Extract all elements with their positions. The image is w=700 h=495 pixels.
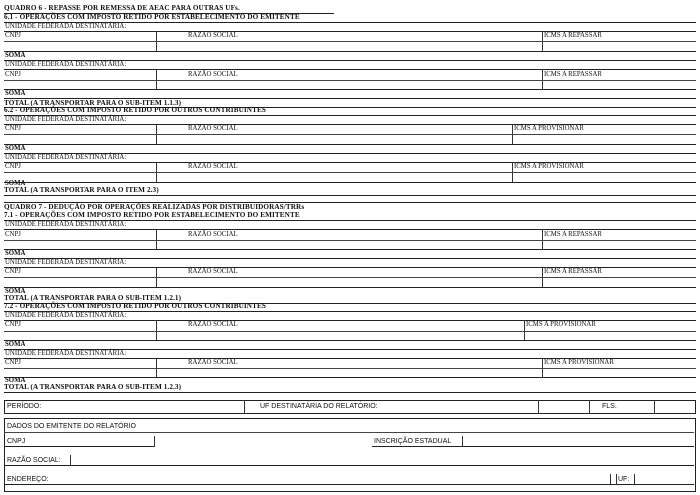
icms-repassar-label: ICMS A REPASSAR — [544, 268, 602, 275]
emitente-razao-label: RAZÃO SOCIAL: — [7, 457, 61, 464]
soma-label: SOMA — [5, 250, 26, 257]
razao-social-label: RAZÃO SOCIAL — [188, 71, 238, 78]
divider — [156, 320, 157, 340]
rule — [4, 124, 696, 125]
uf-destinataria-label: UF DESTINATÁRIA DO RELATÓRIO: — [260, 403, 378, 410]
uf-label: UNIDADE FEDERADA DESTINATÁRIA: — [5, 312, 127, 319]
uf-label: UNIDADE FEDERADA DESTINATÁRIA: — [5, 154, 127, 161]
endereco-label: ENDEREÇO: — [7, 476, 49, 483]
rule — [4, 484, 694, 485]
uf-label: UNIDADE FEDERADA DESTINATÁRIA: — [5, 259, 127, 266]
emitente-uf-label: UF: — [618, 476, 630, 483]
fls-label: FLS. — [602, 403, 617, 410]
soma-label: SOMA — [5, 377, 26, 384]
icms-repassar-label: ICMS A REPASSAR — [544, 231, 602, 238]
rule — [372, 446, 694, 447]
soma-label: SOMA — [5, 52, 26, 59]
cnpj-label: CNPJ — [5, 125, 21, 132]
divider — [156, 69, 157, 89]
divider — [654, 400, 655, 414]
rule — [4, 89, 696, 90]
soma-label: SOMA — [5, 145, 26, 152]
quadro7-title: QUADRO 7 - DEDUÇÃO POR OPERAÇÕES REALIZADAS POR DISTRIBUIDORAS/TRRs — [4, 203, 305, 211]
cnpj-label: CNPJ — [5, 71, 21, 78]
divider — [154, 436, 155, 447]
soma-label: SOMA — [5, 341, 26, 348]
rule — [4, 195, 696, 196]
rule — [4, 51, 696, 52]
divider — [538, 400, 539, 414]
soma-label: SOMA — [5, 180, 26, 187]
rule — [4, 162, 696, 163]
inscricao-estadual-label: INSCRIÇÃO ESTADUAL — [374, 438, 452, 445]
razao-social-label: RAZÃO SOCIAL — [188, 268, 238, 275]
total-6-2: TOTAL (A TRANSPORTAR PARA O ITEM 2.3) — [4, 186, 159, 194]
rule — [4, 240, 696, 241]
rule — [4, 144, 696, 145]
rule — [4, 446, 154, 447]
section-6-2-title: 6.2 - OPERAÇÕES COM IMPOSTO RETIDO POR OUTROS CONTRIBUINTES — [4, 106, 266, 114]
cnpj-label: CNPJ — [5, 359, 21, 366]
cnpj-label: CNPJ — [5, 163, 21, 170]
dados-emitente-title: DADOS DO EMITENTE DO RELATÓRIO — [7, 423, 136, 430]
section-7-2-title: 7.2 - OPERAÇÕES COM IMPOSTO RETIDO POR OUTROS CONTRIBUINTES — [4, 302, 266, 310]
periodo-label: PERÍODO: — [7, 403, 42, 410]
section-6-1-title: 6.1 - OPERAÇÕES COM IMPOSTO RETIDO POR ESTABELECIMENTO DO EMITENTE — [4, 13, 300, 21]
rule — [4, 277, 696, 278]
icms-repassar-label: ICMS A REPASSAR — [544, 32, 602, 39]
total-6-1: TOTAL (A TRANSPORTAR PARA O SUB-ITEM 1.1.3) — [4, 99, 182, 107]
soma-label: SOMA — [5, 288, 26, 295]
divider — [244, 400, 245, 414]
uf-label: UNIDADE FEDERADA DESTINATÁRIA: — [5, 221, 127, 228]
rule — [4, 229, 696, 230]
razao-social-label: RAZÃO SOCIAL — [188, 32, 238, 39]
uf-label: UNIDADE FEDERADA DESTINATÁRIA: — [5, 350, 127, 357]
icms-provisionar-label: ICMS A PROVISIONAR — [514, 125, 584, 132]
cnpj-label: CNPJ — [5, 268, 21, 275]
divider — [542, 69, 543, 89]
rule — [4, 340, 696, 341]
rule — [4, 134, 696, 135]
soma-label: SOMA — [5, 90, 26, 97]
icms-provisionar-label: ICMS A PROVISIONAR — [544, 359, 614, 366]
uf-label: UNIDADE FEDERADA DESTINATÁRIA: — [5, 116, 127, 123]
cnpj-label: CNPJ — [5, 231, 21, 238]
divider — [616, 474, 617, 485]
rule — [4, 41, 696, 42]
rule — [4, 331, 696, 332]
divider — [70, 455, 71, 466]
razao-social-label: RAZÃO SOCIAL — [188, 359, 238, 366]
razao-social-label: RAZÃO SOCIAL — [188, 125, 238, 132]
divider — [610, 474, 611, 485]
icms-provisionar-label: ICMS A PROVISIONAR — [526, 321, 596, 328]
rule — [4, 69, 696, 70]
rule — [4, 392, 696, 393]
cnpj-label: CNPJ — [5, 32, 21, 39]
razao-social-label: RAZÃO SOCIAL — [188, 321, 238, 328]
rule — [4, 368, 696, 369]
icms-repassar-label: ICMS A REPASSAR — [544, 71, 602, 78]
divider — [156, 229, 157, 249]
uf-label: UNIDADE FEDERADA DESTINATÁRIA: — [5, 61, 127, 68]
divider — [589, 400, 590, 414]
quadro6-title: QUADRO 6 - REPASSE POR REMESSA DE AEAC PARA OUTRAS UFs. — [4, 4, 240, 12]
total-7-1: TOTAL (A TRANSPORTAR PARA O SUB-ITEM 1.2.1) — [4, 294, 182, 302]
rule — [4, 172, 696, 173]
divider — [634, 474, 635, 485]
rule — [4, 182, 696, 183]
rule — [4, 80, 696, 81]
section-7-1-title: 7.1 - OPERAÇÕES COM IMPOSTO RETIDO POR ESTABELECIMENTO DO EMITENTE — [4, 211, 300, 219]
cnpj-label: CNPJ — [5, 321, 21, 328]
divider — [542, 229, 543, 249]
razao-social-label: RAZÃO SOCIAL — [188, 163, 238, 170]
divider — [462, 436, 463, 447]
rule — [4, 432, 694, 433]
rule — [4, 465, 694, 466]
uf-label: UNIDADE FEDERADA DESTINATÁRIA: — [5, 23, 127, 30]
emitente-cnpj-label: CNPJ — [7, 438, 26, 445]
total-7-2: TOTAL (A TRANSPORTAR PARA O SUB-ITEM 1.2.3) — [4, 383, 182, 391]
rule — [4, 287, 696, 288]
divider — [524, 320, 525, 340]
rule — [4, 377, 696, 378]
rule — [4, 249, 696, 250]
razao-social-label: RAZÃO SOCIAL — [188, 231, 238, 238]
icms-provisionar-label: ICMS A PROVISIONAR — [514, 163, 584, 170]
